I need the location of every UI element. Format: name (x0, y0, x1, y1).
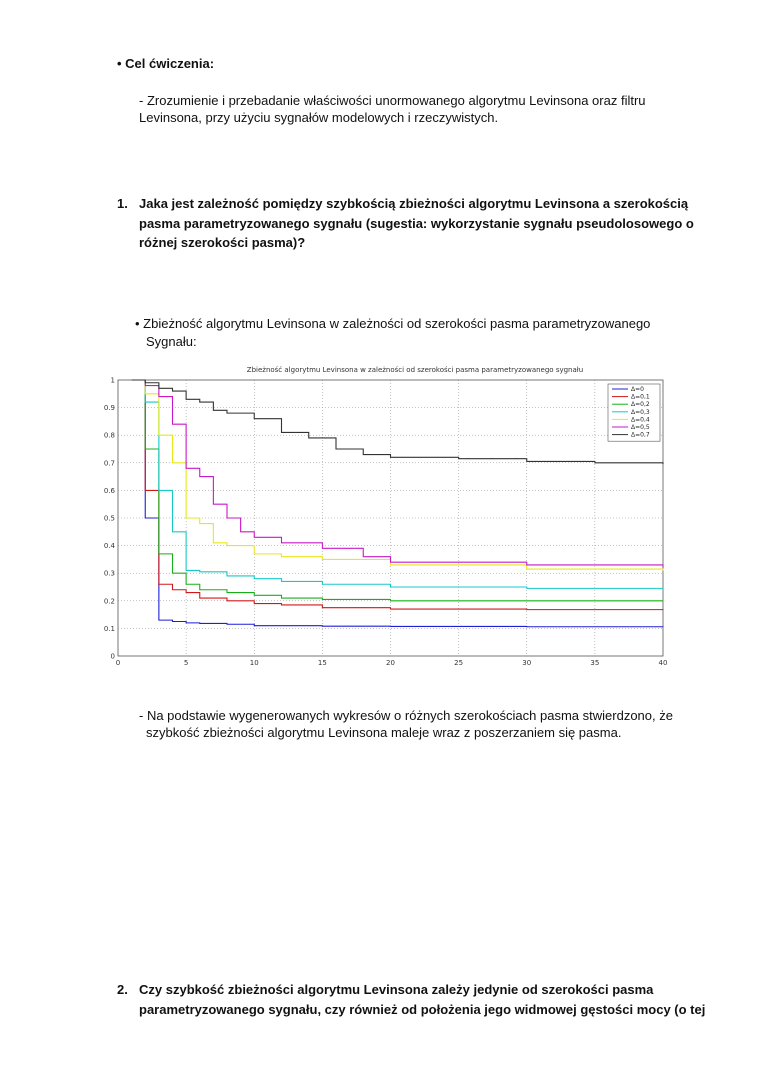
x-tick-label: 35 (590, 659, 600, 667)
legend-label: Δ=0,7 (631, 431, 650, 439)
x-tick-label: 5 (183, 659, 189, 667)
x-tick-label: 40 (658, 659, 668, 667)
goal-text-line-2: Levinsona, przy użyciu sygnałów modelowych i rzeczywistych. (139, 110, 499, 125)
x-tick-label: 20 (386, 659, 395, 667)
question-1-line-3: różnej szerokości pasma)? (139, 235, 306, 250)
x-tick-label: 25 (454, 659, 464, 667)
y-tick-label: 1 (110, 376, 115, 385)
goal-heading: • Cel ćwiczenia: (117, 56, 215, 71)
question-2-line-2: parametryzowanego sygnału, czy również od położenia jego widmowej gęstości mocy (o tej (139, 1002, 706, 1017)
x-tick-label: 10 (249, 659, 259, 667)
x-tick-label: 0 (115, 659, 121, 667)
bullet-line-1: • Zbieżność algorytmu Levinsona w zależności od szerokości pasma parametryzowanego (135, 316, 651, 331)
legend-label: Δ=0,3 (631, 408, 650, 416)
question-2-number: 2. (117, 982, 128, 997)
convergence-chart (103, 362, 670, 672)
conclusion-line-2: szybkość zbieżności algorytmu Levinsona maleje wraz z poszerzaniem się pasma. (146, 725, 622, 740)
y-tick-label: 0 (110, 652, 115, 661)
legend-label: Δ=0,4 (631, 416, 650, 424)
y-tick-label: 0.1 (103, 624, 115, 633)
x-tick-label: 30 (522, 659, 532, 667)
y-tick-label: 0.9 (103, 404, 115, 413)
y-tick-label: 0.3 (103, 569, 115, 578)
x-tick-label: 15 (317, 659, 327, 667)
bullet-line-2: Sygnału: (146, 334, 197, 349)
y-tick-label: 0.7 (103, 459, 115, 468)
question-1-line-1: Jaka jest zależność pomiędzy szybkością zbieżności algorytmu Levinsona a szerokością (139, 196, 689, 211)
y-tick-label: 0.8 (103, 431, 115, 440)
chart-title: Zbieżność algorytmu Levinsona w zależności od szerokości pasma parametryzowanego sygnału (246, 366, 584, 374)
y-tick-label: 0.2 (103, 597, 115, 606)
y-tick-label: 0.5 (103, 514, 115, 523)
legend-label: Δ=0,1 (631, 393, 650, 401)
question-1-number: 1. (117, 196, 128, 211)
legend-label: Δ=0 (631, 386, 644, 393)
legend-label: Δ=0,5 (631, 424, 650, 431)
question-1-line-2: pasma parametryzowanego sygnału (sugestia: wykorzystanie sygnału pseudolosowego o (139, 216, 694, 231)
y-tick-label: 0.6 (103, 486, 115, 495)
conclusion-line-1: - Na podstawie wygenerowanych wykresów o różnych szerokościach pasma stwierdzono, że (139, 708, 673, 723)
legend-label: Δ=0,2 (631, 401, 650, 409)
y-tick-label: 0.4 (103, 542, 115, 551)
goal-text-line-1: - Zrozumienie i przebadanie właściwości unormowanego algorytmu Levinsona oraz filtru (139, 93, 646, 108)
question-2-line-1: Czy szybkość zbieżności algorytmu Levinsona zależy jedynie od szerokości pasma (139, 982, 654, 997)
